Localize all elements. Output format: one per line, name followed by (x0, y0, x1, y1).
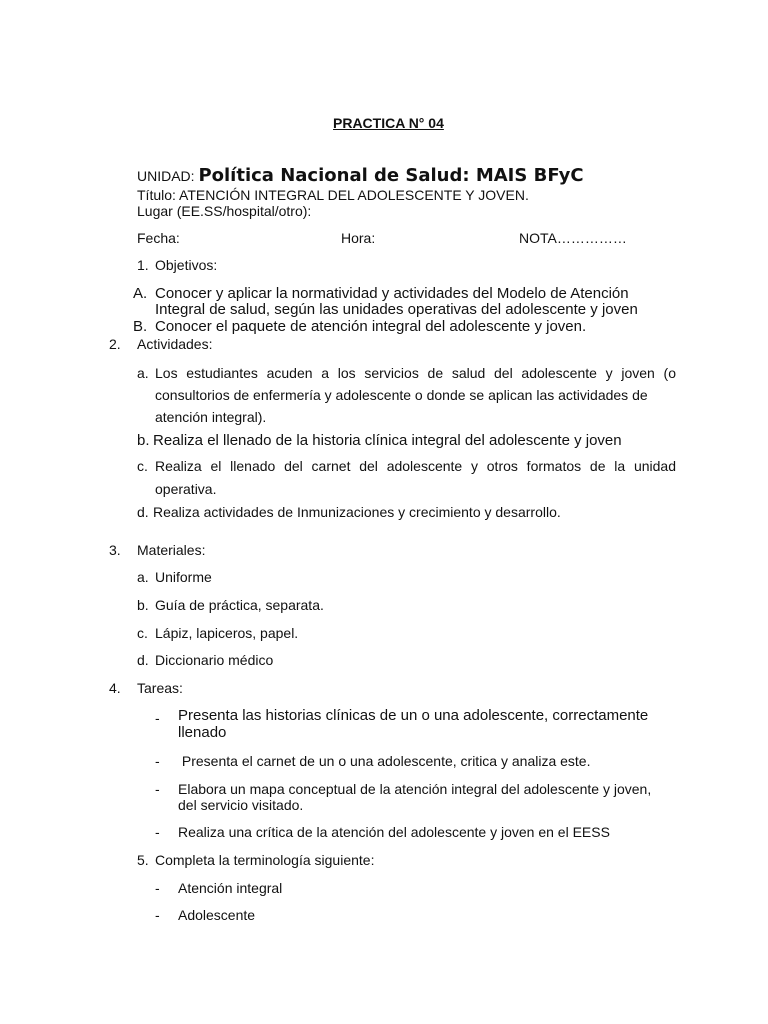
material-b-marker: b. (137, 597, 149, 613)
section-materiales-number: 3. (109, 542, 121, 558)
fecha-label: Fecha: (137, 230, 180, 246)
actividad-a-line-3: atención integral). (155, 409, 267, 425)
section-actividades-number: 2. (109, 336, 121, 352)
tarea-3-line-1: Elabora un mapa conceptual de la atención integral del adolescente y joven, (178, 781, 652, 797)
actividad-b-line-1: Realiza el llenado de la historia clínica integral del adolescente y joven (153, 432, 622, 449)
unidad-label: UNIDAD: (137, 168, 195, 184)
actividad-a-line-1: Los estudiantes acuden a los servicios de salud del adolescente y joven (o (155, 365, 676, 381)
actividad-c-line-1: Realiza el llenado del carnet del adolescente y otros formatos de la unidad (155, 458, 676, 474)
tarea-1-line-2: llenado (178, 724, 227, 741)
section-tareas-heading: Tareas: (137, 680, 183, 696)
actividad-a-line-2: consultorios de enfermería y adolescente o donde se aplican las actividades de (155, 387, 648, 403)
page-title: PRACTICA N° 04 (333, 115, 444, 131)
tarea-3-line-2: del servicio visitado. (178, 797, 304, 813)
material-d-text: Diccionario médico (155, 652, 274, 668)
objetivo-b-line-1: Conocer el paquete de atención integral del adolescente y joven. (155, 318, 587, 335)
section-objetivos-heading: Objetivos: (155, 257, 218, 273)
termino-1-marker: - (155, 880, 160, 896)
actividad-c-line-2: operativa. (155, 481, 217, 497)
actividad-d-marker: d. (137, 504, 149, 520)
material-b-text: Guía de práctica, separata. (155, 597, 324, 613)
objetivo-a-line-2: Integral de salud, según las unidades operativas del adolescente y joven (155, 301, 638, 318)
actividad-c-marker: c. (137, 458, 148, 474)
tarea-4-marker: - (155, 824, 160, 840)
tarea-3-marker: - (155, 781, 160, 797)
section-objetivos-number: 1. (137, 257, 149, 273)
termino-2-text: Adolescente (178, 907, 256, 923)
section-actividades-heading: Actividades: (137, 336, 213, 352)
section-terminologia-heading: Completa la terminología siguiente: (155, 852, 375, 868)
tarea-1-line-1: Presenta las historias clínicas de un o una adolescente, correctamente (178, 707, 649, 724)
actividad-a-marker: a. (137, 365, 149, 381)
termino-1-text: Atención integral (178, 880, 283, 896)
unidad-value: Política Nacional de Salud: MAIS BFyC (198, 165, 584, 186)
actividad-b-marker: b. (137, 432, 150, 449)
unidad-line (137, 165, 584, 186)
material-c-marker: c. (137, 625, 148, 641)
nota-label: NOTA…………… (519, 230, 627, 246)
material-c-text: Lápiz, lapiceros, papel. (155, 625, 299, 641)
actividad-d-line-1: Realiza actividades de Inmunizaciones y crecimiento y desarrollo. (153, 504, 561, 520)
titulo-line: Título: ATENCIÓN INTEGRAL DEL ADOLESCENTE Y JOVEN. (137, 187, 529, 203)
section-tareas-number: 4. (109, 680, 121, 696)
termino-2-marker: - (155, 907, 160, 923)
section-materiales-heading: Materiales: (137, 542, 206, 558)
tarea-4-line-1: Realiza una crítica de la atención del adolescente y joven en el EESS (178, 824, 610, 840)
material-a-marker: a. (137, 569, 149, 585)
material-d-marker: d. (137, 652, 149, 668)
tarea-1-marker: - (155, 710, 160, 726)
objetivo-a-line-1: Conocer y aplicar la normatividad y actividades del Modelo de Atención (155, 285, 629, 302)
tarea-2-marker: - (155, 753, 160, 769)
tarea-2-line-1: Presenta el carnet de un o una adolescente, critica y analiza este. (178, 753, 591, 769)
lugar-line: Lugar (EE.SS/hospital/otro): (137, 203, 312, 219)
objetivo-a-marker: A. (133, 285, 148, 302)
section-terminologia-number: 5. (137, 852, 149, 868)
hora-label: Hora: (341, 230, 376, 246)
objetivo-b-marker: B. (133, 318, 148, 335)
material-a-text: Uniforme (155, 569, 212, 585)
